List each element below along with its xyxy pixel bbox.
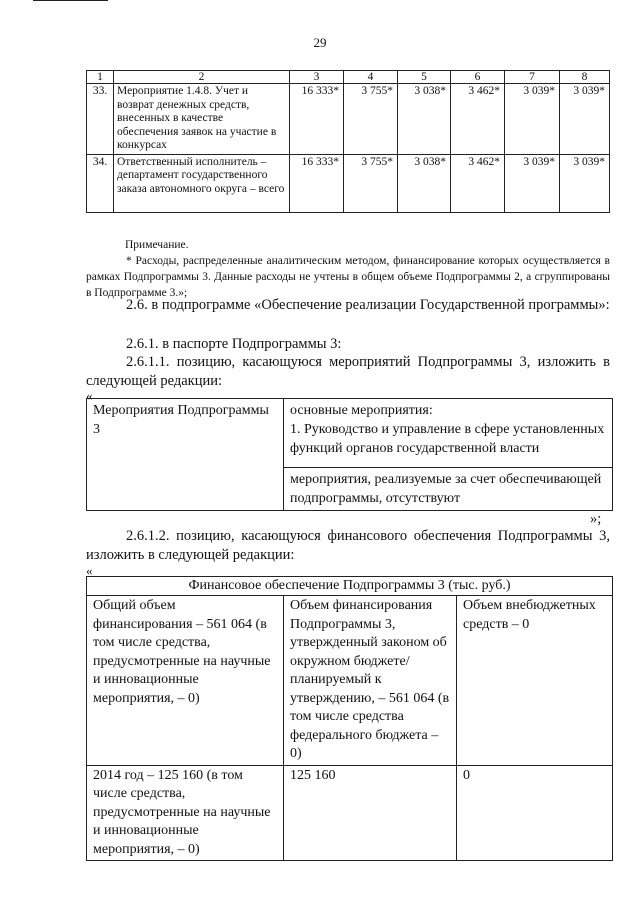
- support-measures: мероприятия, реализуемые за счет обеспечивающей подпрограммы, отсутствуют: [284, 468, 613, 511]
- header-cell: 4: [344, 71, 398, 84]
- extrabudget-financing: Объем внебюджетных средств – 0: [457, 596, 613, 766]
- value-cell: 3 462*: [451, 154, 505, 212]
- value-cell: 3 039*: [560, 154, 610, 212]
- year-2014-extrabudget: 0: [457, 765, 613, 861]
- table-row: [87, 399, 613, 468]
- value-cell: 3 039*: [505, 84, 560, 155]
- open-quote: «: [86, 388, 93, 403]
- year-2014-total: 2014 год – 125 160 (в том числе средства, предусмотренные на научные и инновационные мероприятия, – 0): [87, 765, 284, 861]
- paragraph-2-6: 2.6. в подпрограмме «Обеспечение реализации Государственной программы»:: [126, 297, 610, 313]
- expenditure-table: [86, 70, 610, 213]
- table-row: [87, 596, 613, 766]
- paragraph-2-6-1: 2.6.1. в паспорте Подпрограммы 3:: [126, 336, 342, 352]
- budget-financing: Объем финансирования Подпрограммы 3, утвержденный законом об окружном бюджете/планируемый к утверждению, – 561 064 (в том числе средства федерального бюджета – 0): [284, 596, 457, 766]
- row-description: Мероприятие 1.4.8. Учет и возврат денежных средств, внесенных в качестве обеспечения заявок на участие в конкурсах: [114, 84, 290, 155]
- row-number: 33.: [87, 84, 114, 155]
- value-cell: 3 462*: [451, 84, 505, 155]
- header-cell: 5: [398, 71, 451, 84]
- total-financing: Общий объем финансирования – 561 064 (в том числе средства, предусмотренные на научные и инновационные мероприятия, – 0): [87, 596, 284, 766]
- note-heading: Примечание.: [125, 239, 189, 251]
- value-cell: 16 333*: [290, 84, 344, 155]
- value-cell: 3 038*: [398, 154, 451, 212]
- financing-table: [86, 576, 613, 861]
- financing-title: Финансовое обеспечение Подпрограммы 3 (тыс. руб.): [87, 577, 613, 596]
- paragraph-2-6-1-1: 2.6.1.1. позицию, касающуюся мероприятий Подпрограммы 3, изложить в следующей редакции:: [86, 354, 610, 389]
- header-cell: 6: [451, 71, 505, 84]
- header-cell: 3: [290, 71, 344, 84]
- page-number: 29: [313, 35, 327, 50]
- main-measures: основные мероприятия: 1. Руководство и управление в сфере установленных функций органов государственной власти: [284, 399, 613, 468]
- row-number: 34.: [87, 154, 114, 212]
- header-cell: 7: [505, 71, 560, 84]
- close-quote: »;: [590, 511, 602, 527]
- paragraph-2-6-1-2: 2.6.1.2. позицию, касающуюся финансового обеспечения Подпрограммы 3, изложить в следующей редакции:: [86, 528, 610, 563]
- value-cell: 3 755*: [344, 84, 398, 155]
- open-quote: «: [86, 563, 93, 578]
- value-cell: 3 755*: [344, 154, 398, 212]
- measures-table: [86, 398, 613, 511]
- table-row: [87, 84, 610, 155]
- value-cell: 3 039*: [505, 154, 560, 212]
- header-rule: [33, 0, 108, 1]
- table-row: [87, 765, 613, 861]
- table-title-row: [87, 577, 613, 596]
- row-description: Ответственный исполнитель – департамент государственного заказа автономного округа – всего: [114, 154, 290, 212]
- header-cell: 8: [560, 71, 610, 84]
- value-cell: 16 333*: [290, 154, 344, 212]
- value-cell: 3 038*: [398, 84, 451, 155]
- value-cell: 3 039*: [560, 84, 610, 155]
- table-row: [87, 154, 610, 212]
- table-header-row: [87, 71, 610, 84]
- note-text: * Расходы, распределенные аналитическим методом, финансирование которых осуществляется в рамках Подпрограммы 3. Данные расходы не учтены в общем объеме Подпрограммы 2, а сгруппированы в Подпрограмме 3.»;: [86, 255, 610, 299]
- header-cell: 1: [87, 71, 114, 84]
- measures-label: Мероприятия Подпрограммы 3: [87, 399, 284, 511]
- header-cell: 2: [114, 71, 290, 84]
- year-2014-budget: 125 160: [284, 765, 457, 861]
